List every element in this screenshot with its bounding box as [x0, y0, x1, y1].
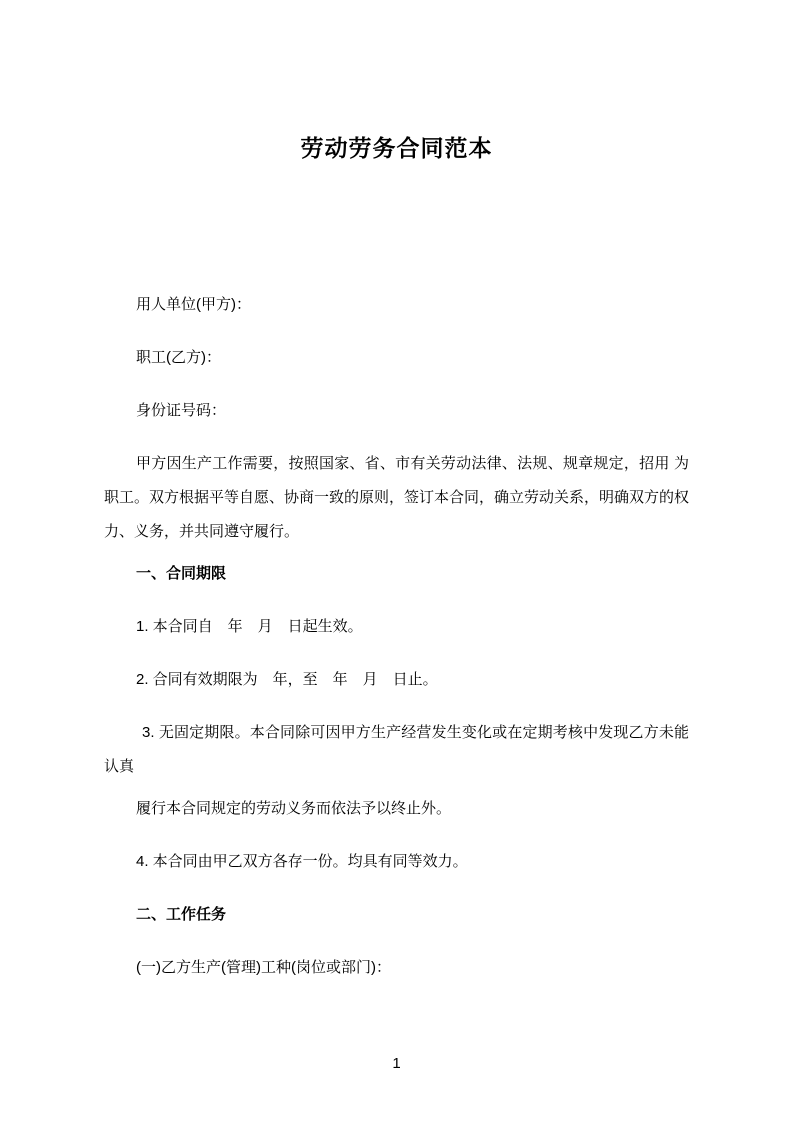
- party-a-field-line: 用人单位(甲方)：: [136, 296, 251, 313]
- clause-1-effective-date: 1. 本合同自 年 月 日起生效。: [136, 618, 363, 635]
- party-b-field-line: 职工(乙方)：: [136, 349, 221, 366]
- preamble-paragraph: 甲方因生产工作需要，按照国家、省、市有关劳动法律、法规、规章规定，招用 为职工。双方根据平等自愿、协商一致的原则，签订本合同，确立劳动关系，明确双方的权力、义务，并共同遵守履行。: [104, 455, 690, 540]
- clause-2-1-job-position: (一)乙方生产(管理)工种(岗位或部门)：: [136, 959, 391, 976]
- clause-4-copies: 4. 本合同由甲乙双方各存一份。均具有同等效力。: [136, 853, 468, 870]
- page-number: 1: [392, 1055, 401, 1072]
- id-number-field-line: 身份证号码：: [136, 402, 227, 419]
- document-body: [0, 288, 793, 985]
- clause-3-open-term: 3. 无固定期限。本合同除可因甲方生产经营发生变化或在定期考核中发现乙方未能认真: [104, 724, 689, 775]
- section-1-heading: 一、合同期限: [136, 565, 227, 582]
- clause-3-continuation: 履行本合同规定的劳动义务而依法予以终止外。: [136, 800, 452, 817]
- section-2-heading: 二、工作任务: [136, 906, 227, 923]
- clause-2-valid-period: 2. 合同有效期限为 年，至 年 月 日止。: [136, 671, 438, 688]
- document-title: 劳动劳务合同范本: [300, 135, 493, 161]
